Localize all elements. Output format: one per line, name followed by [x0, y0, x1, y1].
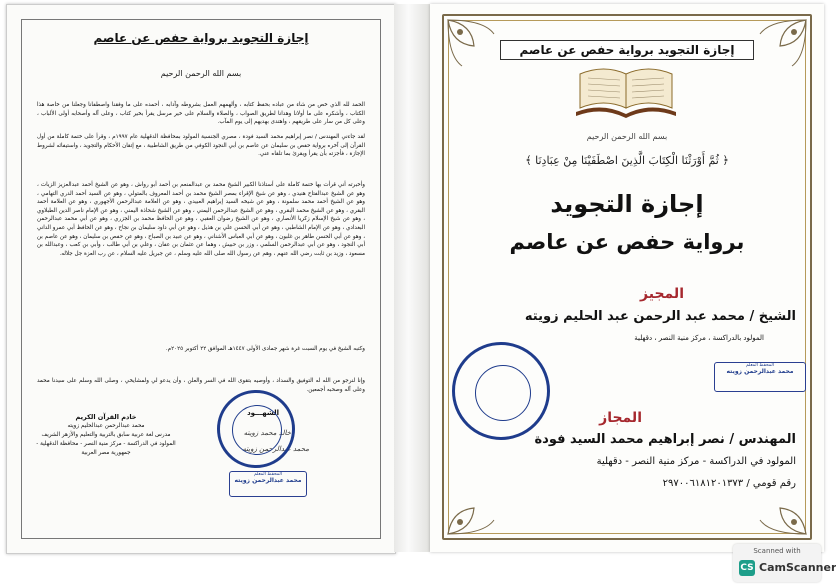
book-caption: بسم الله الرحمن الرحيم [586, 132, 668, 141]
paragraph-closing: وإنا لنرجو من الله له التوفيق والسداد ، وأوصيه بتقوى الله في السر والعلن ، وأن يدعو لي ولمشايخي ، وصلى الله وسلم على سيدنا محمد وعلى آله وصحبه أجمعين. [37, 378, 365, 393]
teacher-name: محمد عبدالرحمن عبدالحليم زويته [67, 423, 145, 429]
ijaza-title: إجازة التجويد [550, 190, 704, 218]
witness-signature-2: محمد عبدالرحمن زويته [242, 445, 309, 453]
teacher-line-2: المولود في الدراكسة - مركز منية النصر - محافظة الدقهلية - جمهورية مصر العربية [36, 441, 176, 456]
paragraph-date: وكتبه الشيخ في يوم السبت غرة شهر جمادى الأولى ١٤٤٧هـ الموافق ٢٢ أكتوبر ٢٠٢٥م. [165, 346, 365, 352]
mujiz-birthplace: المولود بالدراكسة ، مركز منية النصر ، دقهلية [634, 334, 764, 342]
stamp-head: المحفظ المعلم [254, 472, 282, 477]
stamp-head: المحفظ المعلم [746, 363, 774, 368]
mujiz-name: الشيخ / محمد عبد الرحمن عبد الحليم زويته [524, 309, 796, 324]
stamp-name: محمد عبدالرحمن زويته [234, 477, 302, 484]
mujaz-heading: المجاز [599, 410, 642, 426]
quran-verse: ﴿ ثُمَّ أَوْرَثْنَا الْكِتَابَ الَّذِينَ اصْطَفَيْنَا مِنْ عِبَادِنَا ﴾ [525, 154, 729, 167]
corner-ornament-icon [754, 16, 810, 72]
left-page-certificate-text [6, 4, 396, 554]
right-round-seal [452, 342, 550, 440]
mujiz-heading: المجيز [640, 286, 684, 302]
corner-ornament-icon [754, 482, 810, 538]
teacher-line-1: مدرس لغة عربية سابق بالتربية والتعليم والأزهر الشريف [41, 432, 171, 438]
corner-ornament-icon [444, 482, 500, 538]
left-page-title: إجازة التجويد برواية حفص عن عاصم [93, 31, 309, 45]
left-teacher-stamp [229, 471, 307, 497]
mujaz-national-id: رقم قومي / ٢٩٧٠٠٦١٨١٢٠١٣٧٣ [662, 478, 796, 489]
ijaza-subtitle: برواية حفص عن عاصم [509, 230, 745, 254]
paragraph-praise: الحمد لله الذي خص من شاء من عباده بحفظ كتابه ، وألهمهم العمل بشروطه وآدابه ، أحمده على ما وفقنا واصطفانا وجعلنا من خاصة هذا الكتاب ، وأشكره على ما أولانا وهدانا لطريق الصواب ، والصلاة والسلام على خير مرسل يقرأ بخير كتاب ، وعلى آله وأصحابه أولى الألباب ، وعلى كل من سار على طريقهم ، واهتدى بهديهم إلى يوم المآب. [37, 102, 365, 126]
camscanner-brand: CamScanner [759, 561, 836, 574]
left-page-basmala: بسم الله الرحمن الرحيم [160, 69, 242, 78]
camscanner-logo-icon: CS [739, 560, 755, 576]
teacher-title: خادم القرآن الكريم [75, 413, 137, 421]
right-page-certificate-cover [430, 4, 824, 552]
page-gutter [394, 4, 430, 552]
paragraph-student-info: لقد جاءني المهندس / نصر إبراهيم محمد السيد فودة ، مصري الجنسية المولود بمحافظة الدقهلية عام ١٩٩٧م ، وقرأ على ختمة كاملة من أول القرآن إلى آخره برواية حفص بن سليمان عن عاصم بن أبي النجود الكوفي من طريق الشاطبية ، مع إتقان الأحكام والتجويد ، واستيفائه لشروط الإجازة ، فأجزته بأن يقرأ ويقرئ بما تلقاه عني. [37, 134, 365, 158]
camscanner-watermark [733, 544, 836, 582]
paragraph-chain-of-narration: وأخبرته أني قرأت بها ختمة كاملة على أستاذنا الكبير الشيخ محمد بن عبدالمنعم بن أحمد أبو رواش ، وهو عن الشيخ أحمد عبدالعزيز الزيات ، وهو عن الشيخ عبدالفتاح هنيدي ، وهو عن شيخ الإقراء بمصر الشيخ محمد بن أحمد المعروف بالمتولي ، وهو عن السيد أحمد الدري التهامي ، وهو عن الشيخ أحمد محمد سلمونة ، وهو عن شيخه السيد إبراهيم العبيدي ، وهو عن العلامة عبدالرحمن الأجهوري ، وهو عن العلامة أحمد البقري ، وهو عن الشيخ محمد البقري ، وهو عن الشيخ عبدالرحمن اليمني ، وهو عن الشيخ شحاذة اليمني ، وهو عن الإمام ناصر الدين الطبلاوي ، وهو عن شيخ الإسلام زكريا الأنصاري ، وهو عن الشيخ رضوان العقبي ، وهو عن الحافظ محمد بن الجزري ، وهو عن أبي محمد عبدالرحمن البغدادي ، وهو عن الإمام الشاطبي ، وهو عن أبي الحسن علي بن هذيل ، وهو عن أبي داود سليمان بن نجاح ، وهو عن الحافظ أبي عمرو الداني ، وهو عن أبي الحسن طاهر بن غلبون ، وهو عن أبي العباس الأشناني ، وهو عن عبيد بن الصباح ، وهو عن حفص بن سليمان ، وهو عن عاصم بن أبي النجود ، وهو عن أبي عبدالرحمن السلمي ، وزر بن حبيش ، وهما عن عثمان بن عفان ، وعلي بن أبي طالب ، وأبي بن كعب ، وعبدالله بن مسعود ، وزيد بن ثابت رضي الله عنهم ، وهم عن رسول الله صلى الله عليه وسلم ، عن جبريل عليه السلام ، عن رب العزة جل جلاله. [37, 182, 365, 257]
left-page-frame [21, 19, 381, 539]
left-round-seal [217, 390, 295, 468]
teacher-block [31, 413, 181, 458]
cover-title-banner: إجازة التجويد برواية حفص عن عاصم [500, 40, 754, 60]
right-teacher-stamp [714, 362, 806, 392]
corner-ornament-icon [444, 16, 500, 72]
scanned-with-caption: Scanned with [753, 547, 801, 555]
open-quran-book-icon [570, 62, 682, 126]
witnesses-label: الشهـــود [247, 409, 279, 417]
mujaz-birthplace: المولود في الدراكسة - مركز منية النصر - دقهلية [596, 456, 796, 467]
mujaz-name: المهندس / نصر إبراهيم محمد السيد فودة [534, 432, 796, 447]
witness-signature-1: خالد محمد زويته [243, 429, 291, 437]
stamp-name: محمد عبدالرحمن زويته [726, 368, 794, 375]
